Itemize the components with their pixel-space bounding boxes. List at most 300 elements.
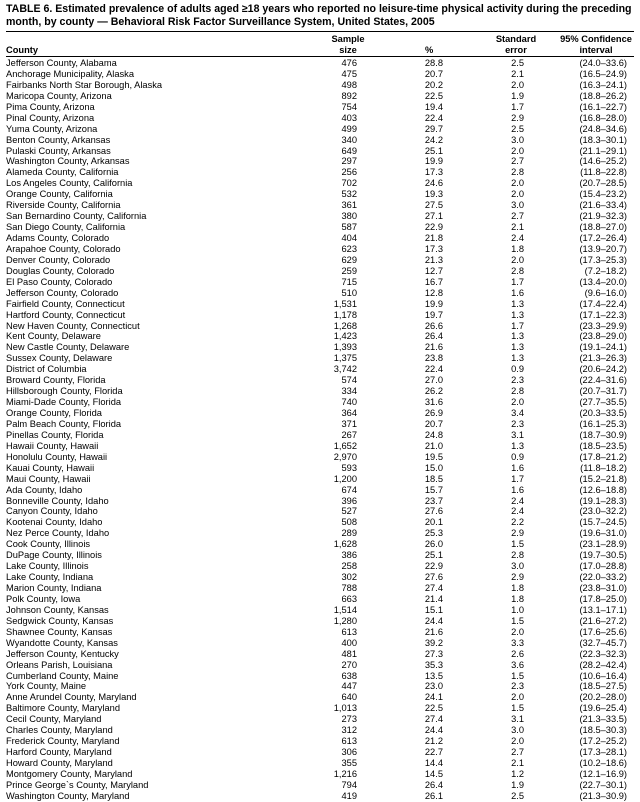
cell-standard-error: 2.4 [511, 233, 524, 243]
cell-confidence-interval: (14.6–25.2) [579, 156, 627, 167]
cell-percent: 27.4 [424, 583, 443, 593]
table-row [6, 146, 634, 157]
cell-sample-size: 715 [341, 276, 357, 287]
cell-confidence-interval: (12.1–16.9) [579, 768, 627, 779]
cell-confidence-interval: (18.7–30.9) [579, 429, 627, 440]
table-row [6, 791, 634, 802]
cell-county: Shawnee County, Kansas [6, 626, 113, 637]
cell-confidence-interval: (23.1–28.9) [579, 539, 627, 550]
cell-percent: 19.3 [424, 189, 443, 200]
cell-confidence-interval: (23.8–29.0) [579, 331, 627, 342]
cell-confidence-interval: (18.5–30.3) [579, 725, 627, 736]
cell-sample-size: 674 [341, 484, 357, 495]
cell-county: El Paso County, Colorado [6, 276, 113, 287]
cell-sample-size: 663 [341, 593, 357, 604]
cell-confidence-interval: (20.3–33.5) [579, 408, 627, 418]
cell-county: Orange County, California [6, 189, 113, 200]
table-row [6, 780, 634, 791]
cell-county: Kent County, Delaware [6, 331, 101, 342]
header-bottom-rule [6, 56, 634, 57]
cell-confidence-interval: (23.3–29.9) [579, 320, 627, 331]
cell-percent: 25.1 [424, 550, 443, 561]
cell-confidence-interval: (21.3–30.9) [579, 790, 627, 801]
cell-county: New Haven County, Connecticut [6, 320, 140, 331]
table-row [6, 244, 634, 255]
cell-sample-size: 355 [341, 758, 357, 768]
cell-standard-error: 1.3 [511, 309, 524, 320]
table-row [6, 605, 634, 616]
table-row [6, 627, 634, 638]
cell-county: Washington County, Arkansas [6, 156, 130, 167]
cell-sample-size: 259 [341, 265, 357, 276]
cell-standard-error: 2.8 [511, 550, 524, 561]
cell-standard-error: 3.0 [511, 561, 524, 572]
cell-percent: 27.5 [424, 200, 443, 211]
cell-standard-error: 2.6 [511, 648, 524, 659]
cell-confidence-interval: (20.7–28.5) [579, 178, 627, 189]
cell-percent: 22.5 [424, 703, 443, 714]
table-row [6, 485, 634, 496]
table-row [6, 649, 634, 660]
cell-percent: 21.8 [424, 233, 443, 243]
cell-confidence-interval: (19.6–31.0) [579, 528, 627, 539]
cell-confidence-interval: (19.1–24.1) [579, 342, 627, 353]
cell-percent: 18.5 [424, 473, 443, 484]
cell-sample-size: 400 [341, 637, 357, 648]
cell-confidence-interval: (32.7–45.7) [579, 637, 627, 648]
cell-standard-error: 2.0 [511, 692, 524, 703]
cell-sample-size: 297 [341, 156, 357, 167]
cell-standard-error: 3.3 [511, 637, 524, 648]
cell-percent: 28.8 [424, 58, 443, 68]
cell-county: Orange County, Florida [6, 408, 102, 418]
cell-county: Wyandotte County, Kansas [6, 637, 118, 648]
cell-confidence-interval: (18.8–26.2) [579, 90, 627, 101]
cell-percent: 24.6 [424, 178, 443, 189]
cell-sample-size: 340 [341, 134, 357, 145]
cell-sample-size: 396 [341, 495, 357, 506]
table-row [6, 660, 634, 671]
cell-standard-error: 2.8 [511, 167, 524, 178]
cell-standard-error: 2.0 [511, 79, 524, 90]
cell-standard-error: 1.0 [511, 604, 524, 615]
cell-standard-error: 1.5 [511, 670, 524, 681]
header-standard-error [486, 34, 546, 55]
cell-confidence-interval: (17.8–25.0) [579, 593, 627, 604]
cell-percent: 26.6 [424, 320, 443, 331]
cell-confidence-interval: (18.8–27.0) [579, 222, 627, 233]
cell-sample-size: 273 [341, 714, 357, 725]
table-row [6, 561, 634, 572]
cell-county: Prince George`s County, Maryland [6, 779, 149, 790]
table-row [6, 441, 634, 452]
cell-standard-error: 2.9 [511, 572, 524, 583]
cell-confidence-interval: (18.3–30.1) [579, 134, 627, 145]
cell-county: Riverside County, California [6, 200, 121, 211]
cell-confidence-interval: (17.3–25.3) [579, 254, 627, 265]
cell-percent: 20.1 [424, 517, 443, 528]
cell-standard-error: 1.8 [511, 583, 524, 593]
cell-percent: 16.7 [424, 276, 443, 287]
cell-percent: 23.8 [424, 353, 443, 364]
cell-county: Anchorage Municipality, Alaska [6, 68, 134, 79]
cell-sample-size: 649 [341, 145, 357, 156]
table-row [6, 222, 634, 233]
cell-sample-size: 613 [341, 626, 357, 637]
cell-confidence-interval: (16.3–24.1) [579, 79, 627, 90]
cell-confidence-interval: (12.6–18.8) [579, 484, 627, 495]
cell-county: Sussex County, Delaware [6, 353, 113, 364]
table-row [6, 692, 634, 703]
table-row [6, 189, 634, 200]
cell-standard-error: 1.7 [511, 101, 524, 112]
cell-standard-error: 1.3 [511, 440, 524, 451]
cell-sample-size: 508 [341, 517, 357, 528]
table-row [6, 539, 634, 550]
cell-sample-size: 1,393 [333, 342, 357, 353]
cell-percent: 22.9 [424, 222, 443, 233]
cell-confidence-interval: (17.2–25.2) [579, 736, 627, 747]
table-row [6, 572, 634, 583]
cell-percent: 24.2 [424, 134, 443, 145]
cell-county: Anne Arundel County, Maryland [6, 692, 137, 703]
cell-standard-error: 3.1 [511, 429, 524, 440]
cell-sample-size: 270 [341, 659, 357, 670]
cell-standard-error: 0.9 [511, 364, 524, 375]
cell-percent: 22.4 [424, 364, 443, 375]
cell-standard-error: 1.8 [511, 593, 524, 604]
header-ci-line1: 95% Confidence [560, 34, 632, 44]
table-row [6, 91, 634, 102]
table-row [6, 342, 634, 353]
table-row [6, 452, 634, 463]
cell-sample-size: 1,178 [333, 309, 357, 320]
cell-standard-error: 2.3 [511, 375, 524, 386]
table-row [6, 463, 634, 474]
cell-county: Frederick County, Maryland [6, 736, 120, 747]
cell-county: Polk County, Iowa [6, 593, 81, 604]
cell-percent: 26.0 [424, 539, 443, 550]
table-row [6, 550, 634, 561]
cell-percent: 24.4 [424, 615, 443, 626]
cell-percent: 35.3 [424, 659, 443, 670]
cell-confidence-interval: (11.8–22.8) [580, 167, 627, 178]
cell-sample-size: 640 [341, 692, 357, 703]
cell-percent: 21.4 [424, 593, 443, 604]
cell-sample-size: 1,423 [333, 331, 357, 342]
cell-confidence-interval: (24.0–33.6) [579, 58, 627, 68]
cell-confidence-interval: (13.1–17.1) [579, 604, 627, 615]
cell-standard-error: 1.7 [511, 320, 524, 331]
cell-sample-size: 386 [341, 550, 357, 561]
table-title: TABLE 6. Estimated prevalence of adults aged ≥18 years who reported no leisure-time physical activity during the preceding month, by county — Behavioral Risk Factor Surveillance System, United States, 2005 [6, 3, 632, 28]
cell-standard-error: 1.5 [511, 615, 524, 626]
cell-county: Lake County, Indiana [6, 572, 94, 583]
cell-confidence-interval: (23.8–31.0) [579, 583, 627, 593]
table-row [6, 102, 634, 113]
cell-standard-error: 2.1 [511, 758, 524, 768]
table-row [6, 310, 634, 321]
cell-sample-size: 629 [341, 254, 357, 265]
cell-county: Pulaski County, Arkansas [6, 145, 111, 156]
cell-sample-size: 256 [341, 167, 357, 178]
cell-confidence-interval: (23.0–32.2) [579, 506, 627, 517]
cell-standard-error: 3.6 [511, 659, 524, 670]
cell-percent: 31.6 [424, 397, 443, 408]
cell-standard-error: 2.0 [511, 178, 524, 189]
cell-county: Sedgwick County, Kansas [6, 615, 114, 626]
cell-county: Fairfield County, Connecticut [6, 298, 125, 309]
cell-confidence-interval: (17.2–26.4) [579, 233, 627, 243]
cell-confidence-interval: (15.2–21.8) [579, 473, 627, 484]
cell-county: Pima County, Arizona [6, 101, 95, 112]
cell-sample-size: 267 [341, 429, 357, 440]
table-row [6, 331, 634, 342]
cell-sample-size: 527 [341, 506, 357, 517]
cell-percent: 22.9 [424, 561, 443, 572]
cell-percent: 15.7 [424, 484, 443, 495]
table-row [6, 200, 634, 211]
cell-percent: 27.4 [424, 714, 443, 725]
cell-standard-error: 2.1 [511, 222, 524, 233]
table-row [6, 758, 634, 769]
cell-standard-error: 2.3 [511, 681, 524, 692]
cell-percent: 20.7 [424, 68, 443, 79]
cell-standard-error: 3.0 [511, 134, 524, 145]
cell-percent: 26.4 [424, 331, 443, 342]
cell-confidence-interval: (18.5–23.5) [579, 440, 627, 451]
cell-standard-error: 2.8 [511, 386, 524, 397]
header-percent: % [425, 45, 434, 55]
cell-sample-size: 794 [341, 779, 357, 790]
cell-confidence-interval: (17.1–22.3) [579, 309, 627, 320]
cell-confidence-interval: (21.3–33.5) [579, 714, 627, 725]
cell-sample-size: 258 [341, 561, 357, 572]
cell-standard-error: 3.0 [511, 725, 524, 736]
cell-confidence-interval: (21.6–33.4) [579, 200, 627, 211]
table-row [6, 321, 634, 332]
cell-sample-size: 312 [341, 725, 357, 736]
cell-county: District of Columbia [6, 364, 87, 375]
table-row [6, 430, 634, 441]
cell-county: Hawaii County, Hawaii [6, 440, 99, 451]
cell-sample-size: 1,652 [333, 440, 357, 451]
cell-standard-error: 2.5 [511, 58, 524, 68]
cell-sample-size: 302 [341, 572, 357, 583]
cell-confidence-interval: (11.8–18.2) [580, 462, 627, 473]
cell-percent: 27.6 [424, 506, 443, 517]
cell-percent: 22.4 [424, 112, 443, 123]
table-row [6, 506, 634, 517]
cell-confidence-interval: (22.7–30.1) [579, 779, 627, 790]
cell-sample-size: 532 [341, 189, 357, 200]
cell-county: Jefferson County, Colorado [6, 287, 119, 298]
cell-county: Maui County, Hawaii [6, 473, 91, 484]
table-row [6, 616, 634, 627]
cell-county: Palm Beach County, Florida [6, 418, 122, 429]
cell-standard-error: 1.7 [511, 276, 524, 287]
table-row [6, 714, 634, 725]
cell-county: Orleans Parish, Louisiana [6, 659, 113, 670]
cell-percent: 26.4 [424, 779, 443, 790]
cell-county: Baltimore County, Maryland [6, 703, 121, 714]
cell-county: Denver County, Colorado [6, 254, 111, 265]
cell-county: Alameda County, California [6, 167, 119, 178]
cell-percent: 14.5 [424, 768, 443, 779]
table-row [6, 69, 634, 80]
table-row [6, 671, 634, 682]
cell-sample-size: 593 [341, 462, 357, 473]
cell-sample-size: 419 [341, 790, 357, 801]
cell-standard-error: 1.6 [511, 484, 524, 495]
header-county: County [6, 45, 39, 55]
table-row [6, 113, 634, 124]
cell-county: Cecil County, Maryland [6, 714, 102, 725]
cell-confidence-interval: (22.4–31.6) [579, 375, 627, 386]
table-row [6, 266, 634, 277]
cell-standard-error: 2.1 [511, 68, 524, 79]
cell-standard-error: 1.9 [511, 90, 524, 101]
cell-percent: 24.4 [424, 725, 443, 736]
cell-percent: 39.2 [424, 637, 443, 648]
cell-sample-size: 1,200 [333, 473, 357, 484]
cell-percent: 19.9 [424, 298, 443, 309]
cell-confidence-interval: (16.1–22.7) [579, 101, 627, 112]
cell-percent: 19.9 [424, 156, 443, 167]
cell-county: Adams County, Colorado [6, 233, 110, 243]
header-sample-size [318, 34, 378, 55]
cell-sample-size: 1,216 [333, 768, 357, 779]
cell-standard-error: 2.7 [511, 747, 524, 758]
table-row [6, 528, 634, 539]
cell-sample-size: 404 [341, 233, 357, 243]
cell-confidence-interval: (13.4–20.0) [579, 276, 627, 287]
cell-percent: 17.3 [424, 167, 443, 178]
cell-county: Jefferson County, Alabama [6, 58, 117, 68]
cell-percent: 25.1 [424, 145, 443, 156]
cell-percent: 19.4 [424, 101, 443, 112]
cell-sample-size: 638 [341, 670, 357, 681]
table-row [6, 233, 634, 244]
cell-percent: 27.6 [424, 572, 443, 583]
header-ci-line2: interval [579, 44, 613, 55]
cell-sample-size: 788 [341, 583, 357, 593]
cell-percent: 27.3 [424, 648, 443, 659]
cell-county: Montgomery County, Maryland [6, 768, 133, 779]
cell-standard-error: 2.0 [511, 145, 524, 156]
cell-standard-error: 2.4 [511, 506, 524, 517]
table-row [6, 725, 634, 736]
cell-percent: 15.1 [424, 604, 443, 615]
cell-percent: 24.1 [424, 692, 443, 703]
cell-county: Honolulu County, Hawaii [6, 451, 108, 462]
cell-sample-size: 740 [341, 397, 357, 408]
cell-confidence-interval: (16.5–24.9) [579, 68, 627, 79]
cell-sample-size: 892 [341, 90, 357, 101]
cell-standard-error: 2.5 [511, 123, 524, 134]
cell-county: Lake County, Illinois [6, 561, 89, 572]
cell-sample-size: 2,970 [333, 451, 357, 462]
cell-county: Pinal County, Arizona [6, 112, 95, 123]
cell-standard-error: 3.1 [511, 714, 524, 725]
table-row [6, 747, 634, 758]
cell-percent: 24.8 [424, 429, 443, 440]
cell-confidence-interval: (19.1–28.3) [579, 495, 627, 506]
cell-county: San Diego County, California [6, 222, 126, 233]
cell-percent: 15.0 [424, 462, 443, 473]
cell-percent: 27.0 [424, 375, 443, 386]
cell-county: Cumberland County, Maine [6, 670, 119, 681]
cell-sample-size: 1,514 [333, 604, 357, 615]
cell-county: Johnson County, Kansas [6, 604, 109, 615]
table-row [6, 408, 634, 419]
cell-standard-error: 3.0 [511, 200, 524, 211]
cell-percent: 21.6 [424, 342, 443, 353]
table-row [6, 167, 634, 178]
cell-confidence-interval: (28.2–42.4) [579, 659, 627, 670]
cell-standard-error: 2.5 [511, 790, 524, 801]
cell-confidence-interval: (16.8–28.0) [579, 112, 627, 123]
cell-county: Howard County, Maryland [6, 758, 113, 768]
cell-confidence-interval: (20.6–24.2) [579, 364, 627, 375]
cell-standard-error: 1.7 [511, 473, 524, 484]
cell-standard-error: 2.0 [511, 736, 524, 747]
table-row [6, 583, 634, 594]
cell-county: Bonneville County, Idaho [6, 495, 109, 506]
cell-sample-size: 447 [341, 681, 357, 692]
cell-standard-error: 2.7 [511, 156, 524, 167]
table-row [6, 156, 634, 167]
cell-standard-error: 1.9 [511, 779, 524, 790]
cell-percent: 26.2 [424, 386, 443, 397]
cell-sample-size: 510 [341, 287, 357, 298]
table-row [6, 124, 634, 135]
header-confidence-interval [546, 34, 640, 55]
cell-confidence-interval: (17.3–28.1) [579, 747, 627, 758]
cell-sample-size: 371 [341, 418, 357, 429]
cell-confidence-interval: (22.0–33.2) [579, 572, 627, 583]
cell-sample-size: 1,375 [333, 353, 357, 364]
table-row [6, 375, 634, 386]
table-row [6, 397, 634, 408]
cell-percent: 26.9 [424, 408, 443, 418]
cell-sample-size: 498 [341, 79, 357, 90]
cell-percent: 23.0 [424, 681, 443, 692]
table-row [6, 178, 634, 189]
cell-percent: 14.4 [424, 758, 443, 768]
cell-sample-size: 1,268 [333, 320, 357, 331]
cell-sample-size: 587 [341, 222, 357, 233]
cell-sample-size: 754 [341, 101, 357, 112]
table-body [6, 58, 634, 802]
table-row [6, 58, 634, 69]
cell-county: Miami-Dade County, Florida [6, 397, 122, 408]
cell-standard-error: 1.2 [511, 768, 524, 779]
cell-percent: 29.7 [424, 123, 443, 134]
cell-county: Broward County, Florida [6, 375, 106, 386]
cell-standard-error: 1.8 [511, 243, 524, 254]
cell-percent: 21.0 [424, 440, 443, 451]
table-row [6, 474, 634, 485]
cell-sample-size: 403 [341, 112, 357, 123]
cell-percent: 21.6 [424, 626, 443, 637]
cell-county: Marion County, Indiana [6, 583, 102, 593]
cell-standard-error: 2.0 [511, 254, 524, 265]
cell-county: Douglas County, Colorado [6, 265, 115, 276]
table-row [6, 769, 634, 780]
cell-county: Los Angeles County, California [6, 178, 133, 189]
cell-confidence-interval: (16.1–25.3) [579, 418, 627, 429]
